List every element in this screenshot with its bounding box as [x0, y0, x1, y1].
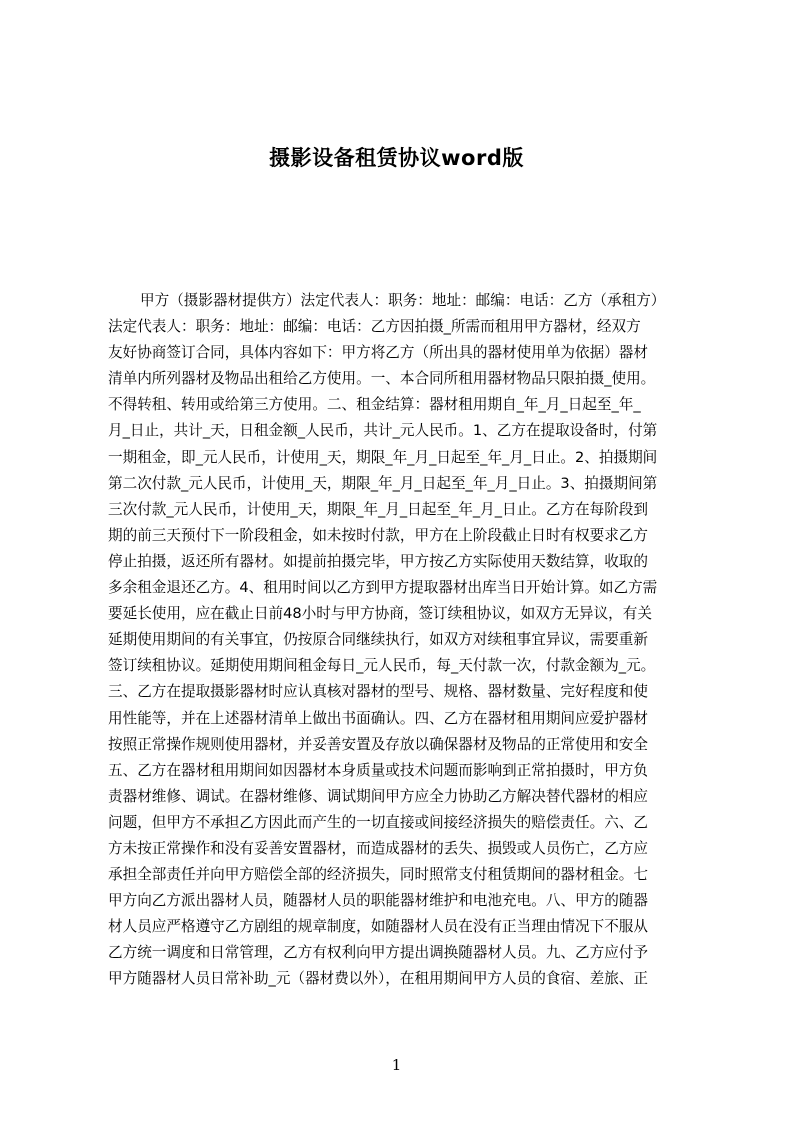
body-line: 期的前三天预付下一阶段租金，如未按时付款，甲方在上阶段截止日时有权要求乙方: [108, 526, 648, 544]
body-line: 甲方（摄影器材提供方）法定代表人：职务：地址：邮编：电话：乙方（承租方）: [140, 292, 666, 309]
body-line: 法定代表人：职务：地址：邮编：电话：乙方因拍摄_所需而租用甲方器材，经双方: [108, 318, 641, 336]
body-line: 一期租金，即_元人民币，计使用_天，期限_年_月_日起至_年_月_日止。2、拍摄期间: [108, 448, 658, 466]
body-line: 乙方统一调度和日常管理，乙方有权利向甲方提出调换随器材人员。九、乙方应付予: [108, 944, 648, 962]
body-line: 月_日止，共计_天，日租金额_人民币，共计_元人民币。1、乙方在提取设备时，付第: [108, 422, 658, 440]
body-line: 三、乙方在提取摄影器材时应认真核对器材的型号、规格、器材数量、完好程度和使: [108, 683, 648, 701]
body-line: 用性能等，并在上述器材清单上做出书面确认。四、乙方在器材租用期间应爱护器材: [108, 709, 648, 727]
body-line: 材人员应严格遵守乙方剧组的规章制度，如随器材人员在没有正当理由情况下不服从: [108, 918, 648, 936]
body-line: 多余租金退还乙方。4、租用时间以乙方到甲方提取器材出库当日开始计算。如乙方需: [108, 579, 658, 597]
body-line: 甲方随器材人员日常补助_元（器材费以外），在租用期间甲方人员的食宿、差旅、正: [108, 970, 648, 988]
body-line: 方未按正常操作和没有妥善安置器材，而造成器材的丢失、损毁或人员伤亡，乙方应: [108, 839, 648, 857]
document-title: 摄影设备租赁协议word版: [269, 146, 524, 170]
page-number: 1: [391, 1056, 402, 1074]
body-line: 按照正常操作规则使用器材，并妥善安置及存放以确保器材及物品的正常使用和安全: [108, 735, 648, 753]
body-line: 甲方向乙方派出器材人员，随器材人员的职能器材维护和电池充电。八、甲方的随器: [108, 892, 648, 910]
body-line: 第二次付款_元人民币，计使用_天，期限_年_月_日起至_年_月_日止。3、拍摄期间第: [108, 474, 658, 492]
body-line: 承担全部责任并向甲方赔偿全部的经济损失，同时照常支付租赁期间的器材租金。七: [108, 866, 648, 884]
body-line: 签订续租协议。延期使用期间租金每日_元人民币，每_天付款一次，付款金额为_元。: [108, 657, 656, 675]
body-line: 停止拍摄，返还所有器材。如提前拍摄完毕，甲方按乙方实际使用天数结算，收取的: [108, 552, 648, 570]
body-line: 三次付款_元人民币，计使用_天，期限_年_月_日起至_年_月_日止。乙方在每阶段到: [108, 500, 648, 518]
contract-body: [108, 288, 718, 993]
body-line: 五、乙方在器材租用期间如因器材本身质量或技术问题而影响到正常拍摄时，甲方负: [108, 761, 648, 779]
body-line: 清单内所列器材及物品出租给乙方使用。一、本合同所租用器材物品只限拍摄_使用。: [108, 370, 656, 388]
body-line: 责器材维修、调试。在器材维修、调试期间甲方应全力协助乙方解决替代器材的相应: [108, 787, 648, 805]
body-line: 延期使用期间的有关事宜，仍按原合同继续执行，如双方对续租事宜异议，需要重新: [108, 631, 648, 649]
body-line: 要延长使用，应在截止日前48小时与甲方协商，签订续租协议，如双方无异议，有关: [108, 605, 652, 623]
body-line: 友好协商签订合同，具体内容如下：甲方将乙方（所出具的器材使用单为依据）器材: [108, 344, 648, 362]
body-line: 不得转租、转用或给第三方使用。二、租金结算：器材租用期自_年_月_日起至_年_: [108, 396, 641, 414]
body-line: 问题，但甲方不承担乙方因此而产生的一切直接或间接经济损失的赔偿责任。六、乙: [108, 813, 648, 831]
